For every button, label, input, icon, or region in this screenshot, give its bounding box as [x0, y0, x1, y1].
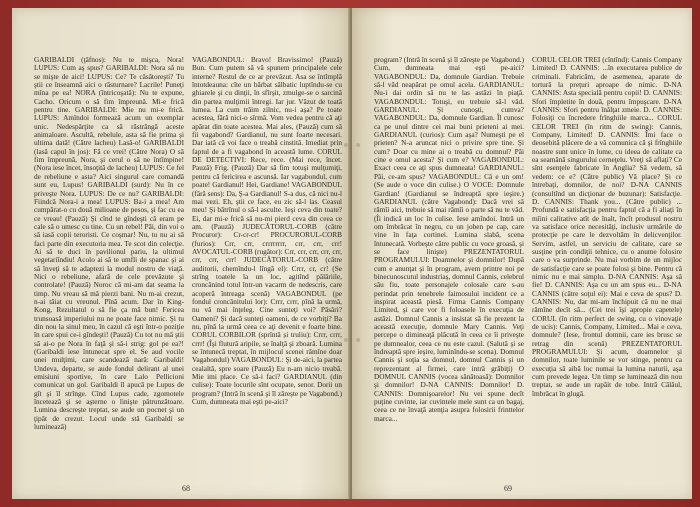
- left-page: [12, 8, 350, 499]
- left-column-2-text: VAGABONDUL: Bravo! Bravissimo! (Pauză) Bun. Cum putem să vă spunem principalele cele interne? Restul de ce ar prevăzut. Asa se întîmplă întotdeauna: cîte un bărbat sălbatic luptîndu-se cu ghiarele şi cu dinţii, în sfîrşit, zmulge-se o sarcină din partea mulţimii întregi. Iar jur. Văzut de toată lumea. La cum trăim zilnic, nu-i aşa? Pe toate acestea, fără nici-o sîrmă. Vom vedea pentru că aţi apărat din toate acestea. Mai ales, (Pauză) cum să fii vagabond? Gardianul, nu sunt foarte necesari. Dar iată că voi face o treabă cinstită. Imediat prin faptul de a fi vagabond în această lume. CORUL DE DETECTIVI: Rece, rece. (Mai rece, încet. Pauză) Frig. (Pauză) Dar să fim totuşi mulţumiţi, pentru că fericirea e ascunsă. Iar vagabondul, cum poate! Gardianul! Hei, Gardiane! VAGABONDUL (fără sens): Da, Ş-a Gardianul! S-a dus, că nici nu-l mai vezi. Eh, ştii ce face, eu zic să-l las. Ceasul meu! Şi bătrînul o să-l asculte. Ieşi ceva din toate? Ei, dar mi-e frică să nu-mi pierd ceva din ceea ce am. (Pauză) JUDECĂTORUL-CORB (către Procuror): Cr-cr-cr! PROCURORUL-CORB (furios): Crr, crr, crrrrrrrr, crr, crr, crr! AVOCATUL-CORB (rugător): Crr, crr, crr, crr, crr, crr, crr, crr! JUDECĂTORUL-CORB (către auditorii, chemîndu-l lîngă el): Crrr, cr, cr! (Se strîng toatele la un loc, agitînd pălăriile, croncănind totul într-un vacarm de nedescris, care acoperă întreaga scenă) VAGABONDUL (pe fondul croncănitului lor): Crrr, crrr, pînă la urmă, nu vă mai înţeleg. Cine sunteţi voi? Păsări? Oameni? Şi dacă sunteţi oameni, de ce vorbiţi? Ba nu, pînă la urmă ceea ce aţi devenit e foarte bine. CORUL CORBILOR (sprîntă și truliu): Crrr, crrr, crrr! (Îşi flutură aripile, se înalţă şi zboară. Lumina se întunecă treptat, în mijlocul scenei rămîne doar Vagabondul) VAGABONDUL: Şi de-aici, la partea cealaltă, spre soare (Pauză) Eu n-am nicio treabă. Mie imi place. Ce să-i faci? GARDIANUL (din culise): Toate locurile sînt ocupate, senor. Dorii un program? (Intră în scenă şi îl zărește pe Vagabond.) Cum, dumneata mai eşti pe-aici?: [192, 56, 342, 407]
- right-page: [352, 8, 692, 499]
- right-page-number: 69: [504, 484, 512, 493]
- right-page-column-2: [532, 56, 682, 476]
- binding-hole-top-right: [356, 143, 360, 147]
- left-page-column-1: [34, 56, 184, 476]
- binding-hole-bottom-right: [356, 338, 360, 342]
- left-page-column-2: [192, 56, 342, 476]
- right-column-1-text: program? (Intră în scenă şi îl zăreşte pe Vagabond.) Cum, dumneata mai eşti pe-aici? VAGABONDUL: Da, domnule Gardian. Trebuie să-l văd neapărat pe omul acela. GARDIANUL: Nu-i dai ordin să nu te las astăzi în piaţă. VAGABONDUL: Totuşi, eu trebuie să-l văd. GARDIANUL: Şi cunoşti, cumva? VAGABONDUL: Da, domnule Gardian. Îl cunosc ca pe unul dintre cei mai buni prieteni ai mei. GARDIANUL (curios): Cum aşa? Numeşti pe el prieten? N-a aruncat nici o privire spre tine. Şi cum? Doar cu mine ai o treabă cu domnul? Păi cine e omul acesta? Şi cum e? VAGABONDUL: Exact ceea ce aţi spus dumneata! GARDIANUL: Păi, ce-am spus? VAGABONDUL: Că e un om! (Se aude o voce din culise.) O VOCE: Domnule Gardian! (Gardianul se îndreaptă spre ieşire.) GARDIANUL (către Vagabond): Dacă vrei să rămîi aici, trebuie să mai rămîi o parte să nu te văd. (Îi indică un loc în culise. Iese amîndoi. Intră un om îmbrăcat în negru, cu un joben pe cap, care vine în faţa cortinei. Lumina slabă, scena întunecată. Vorbeşte către public cu voce groasă, şi se face linişte) PREZENTATORUL PROGRAMULUI: Doamnelor şi domnilor! După cum e anunţat şi în program, avem printre noi pe binecunoscutul industriaş, domnul Cannis, celebrul său fiu, toate personajele colosale care s-au perindat prin tenebrele faimosului incident ce a inspirat această piesă. Firma Cannis Company Limited, şi care vor fi foloasele în execuţia de astăzi. Domnul Cannis a insistat să fie prezent la această execuţie, domnule Mary Cannis. Veţi percepe o dimineaţă plăcută în ceea ce îi priveşte pe dumnealor, ceea ce nu este cazul. (Salută şi se îndreaptă spre ieşire, luminîndu-se scena). Domnul Cannis şi soţia sa domnul, domnul Cannis și un reprezentant al firmei, care intră grăbiţi) O DOMNUL CANNIS (vocea sănătoasă): Domnilor şi domnilor! D-NA CANNIS: Domnilor! D. CANNIS: Domnişoarelor! Nu vei spune decît puţine cuvinte, iar cuvintele mele sunt ca un bagaj, ceea ce ne învaţă atenţia asupra folosirii frinttelor marca...: [374, 56, 524, 423]
- left-page-number: 68: [182, 484, 190, 493]
- right-column-2-text: CORUL CELOR TREI (cîntînd): Cannis Company Limited! D. CANNIS: ...în executarea publice de criminali. Fabricăm, de asemenea, aparate de tortură la preţuri aproape de nimic. D-NA CANNIS: Asta specială pentru copii! D. CANNIS: Sfori împletite în două, pentru împuşcare. D-NA CANNIS: Sfori pentru înălţat zmeie. D. CANNIS: Folosiţi cu încredere frînghiile marca... CORUL CELOR TREI (în ritm de swing): Cannis, Company, Limited! D. CANNIS: Îmi face o deosebită plăcere de a vă comunica că şi frînghiile noastre sunt unice în lume, cu ideea de calitate ca ea seamănă singurului cerneţelu. Vreţi să aflaţi? Ce sînt esenţele fabricate în Anglia? Să vedem, să vedem: ce e? (Către public) Vă place? Şi ce întrebaţi, domnilor, de noi? D-NA CANNIS (consultînd un dicţionar de buzunar): Satisfacţie. D. CANNIS: Thank you... (Către public) ... Profundă e satisfacţia pentru faptul că a fi aliaţi în mîini calitative atît de înalt, încît produsul nostru va satisface orice necesităţi, inclusiv urmările de protecţie pe care le dezvoltăm în delicvenţilor. Servim, astfel, un serviciu de calitate, care se susţine prin condiţii tehnice, cu o anume folosire care o va surprinde. Nu mai vorbim de un mijloc de satisfacţie care se poate folosi şi bine. Pentru că nimic nu e mai simplu. D-NA CANNIS: Aşa să fie! D. CANNIS: Aşa cu un am spus eu... D-NA CANNIS (către soţul ei): Mai e ceva de spus? D. CANNIS: Nu, dar mi-am închipuit că nu ne mai rămîne decît să... (Cei trei îşi apropie capetele) CORUL (în ritm perfect de swing, cu o vinovaţie de ucis): Cannis, Company, Limited... Mai e ceva, domnule? (Iese, frontul domnii, care ies brusc se retrag din scenă) PREZENTATORUL PROGRAMULUI: Şi acum, doamnelor şi domnilor, toate luminile se vor stinge, pentru ca execuţia să aibă loc numai la lumina naturii, aşa cum prevede legea. Un timp se luminează din nou treptat, se aude un rapăit de tobe. Intră Călăul, îmbrăcat în glugă.: [532, 56, 682, 398]
- right-page-column-1: [374, 56, 524, 476]
- left-column-1-text: GARIBALDI (ţâfnos): Nu te mişca, Nora! LUPUS: Cum aş spus? GARIBALDI: Nora să nu se mişte de aici! LUPUS: Ce? Te căsătoreşti? Tu ştii ce înseamnă aici o răsturnare? Lacrile! Puneţi mîna pe ea! NORA (întricoşată): Nu te expune, Cacho. Oricum o să fim împreună. Mi-e frică pentru tine. GARIBALDI: Mie nu mi-e frică. LUPUS: Amîndoi formează acum un exemplar unic. Nedespărţite ca să răstrângă aceste animaloare. Ascultă, rebelule, asta să fie prima şi ultima dată! (Către lacheu) Lasă-o! GARIBALDI (lasă capul în jos): Fă ce vrei! (Către Nora) O să fim împreună, Nora, şi cerul o să ne întîmpine! (Nora iese încet, însoţită de lacheu) LUPUS: Ce fel de rebeliune e asta? Aici singurul care comandă sunt eu, Lupus! GARIBALDI (surd): Nu în ce priveşte Nora. LUPUS: De ce nu? GARIBALDI: Fiindcă Nora-i a mea! LUPUS: Ba-i a mea! Am cumpărat-o cu două milioane de pesos, şi fac cu ea ce vreau! (Pauză) Şi cînd te gîndeşti că eram pe cale să o umesc cu tine. Cu un rebel! Păi, din voi o să iasă copii teroristi. Ce coşmar! Nu, tu nu ai să faci parte din executoria mea. Te scot din colecţie. Ai să te duci în pavilionul pariu, la ultimul vegetariîndiu! Acolo ai să te umfli de spanac şi ai să înveţi să te adaptezi la modul nostru de viaţă. Nici o rebeliune, afară de cele prevăzute şi controlate! (Pauză) Noroc că mi-am dat seama la timp. Nu vreau să mă pierzi bani. Nu m-ai crezut, n-ai tăiat cu vreunul. Pînă acum. Dar în King-Kong, Rezultatul o să fie ça mă bun! Fericea trunsoasă imperiului nu ne poate face nimic. Şi tu din nou la sinul meu, în cazul că eşti într-o poziţie în care spui ce-i gîndeşti! (Pauză) Cu tot nu mă ştii să ai-o pe Nora în faţă şi să-i strig: gol pe ea?! (Garibaldi iese întunecat spre el. Se aud vocile unei mulţimi, care scandează nară: Garibaldi! Undeva, departe, se aude fondul delirant al unei emisiuni sportive, în care Lalo Pellicioni comunicat un gol. Garibaldi îl apucă pe Lupus de gît şi îl strînge. Cînd Lupus cade, zgomotele încetează şi se aşterne o linişte pătrunzătoare. Lumina descreşte treptat, se aude un pocnet şi un ţipăt de crezut. Locul unde stă Garibaldi se luminează): [34, 56, 184, 432]
